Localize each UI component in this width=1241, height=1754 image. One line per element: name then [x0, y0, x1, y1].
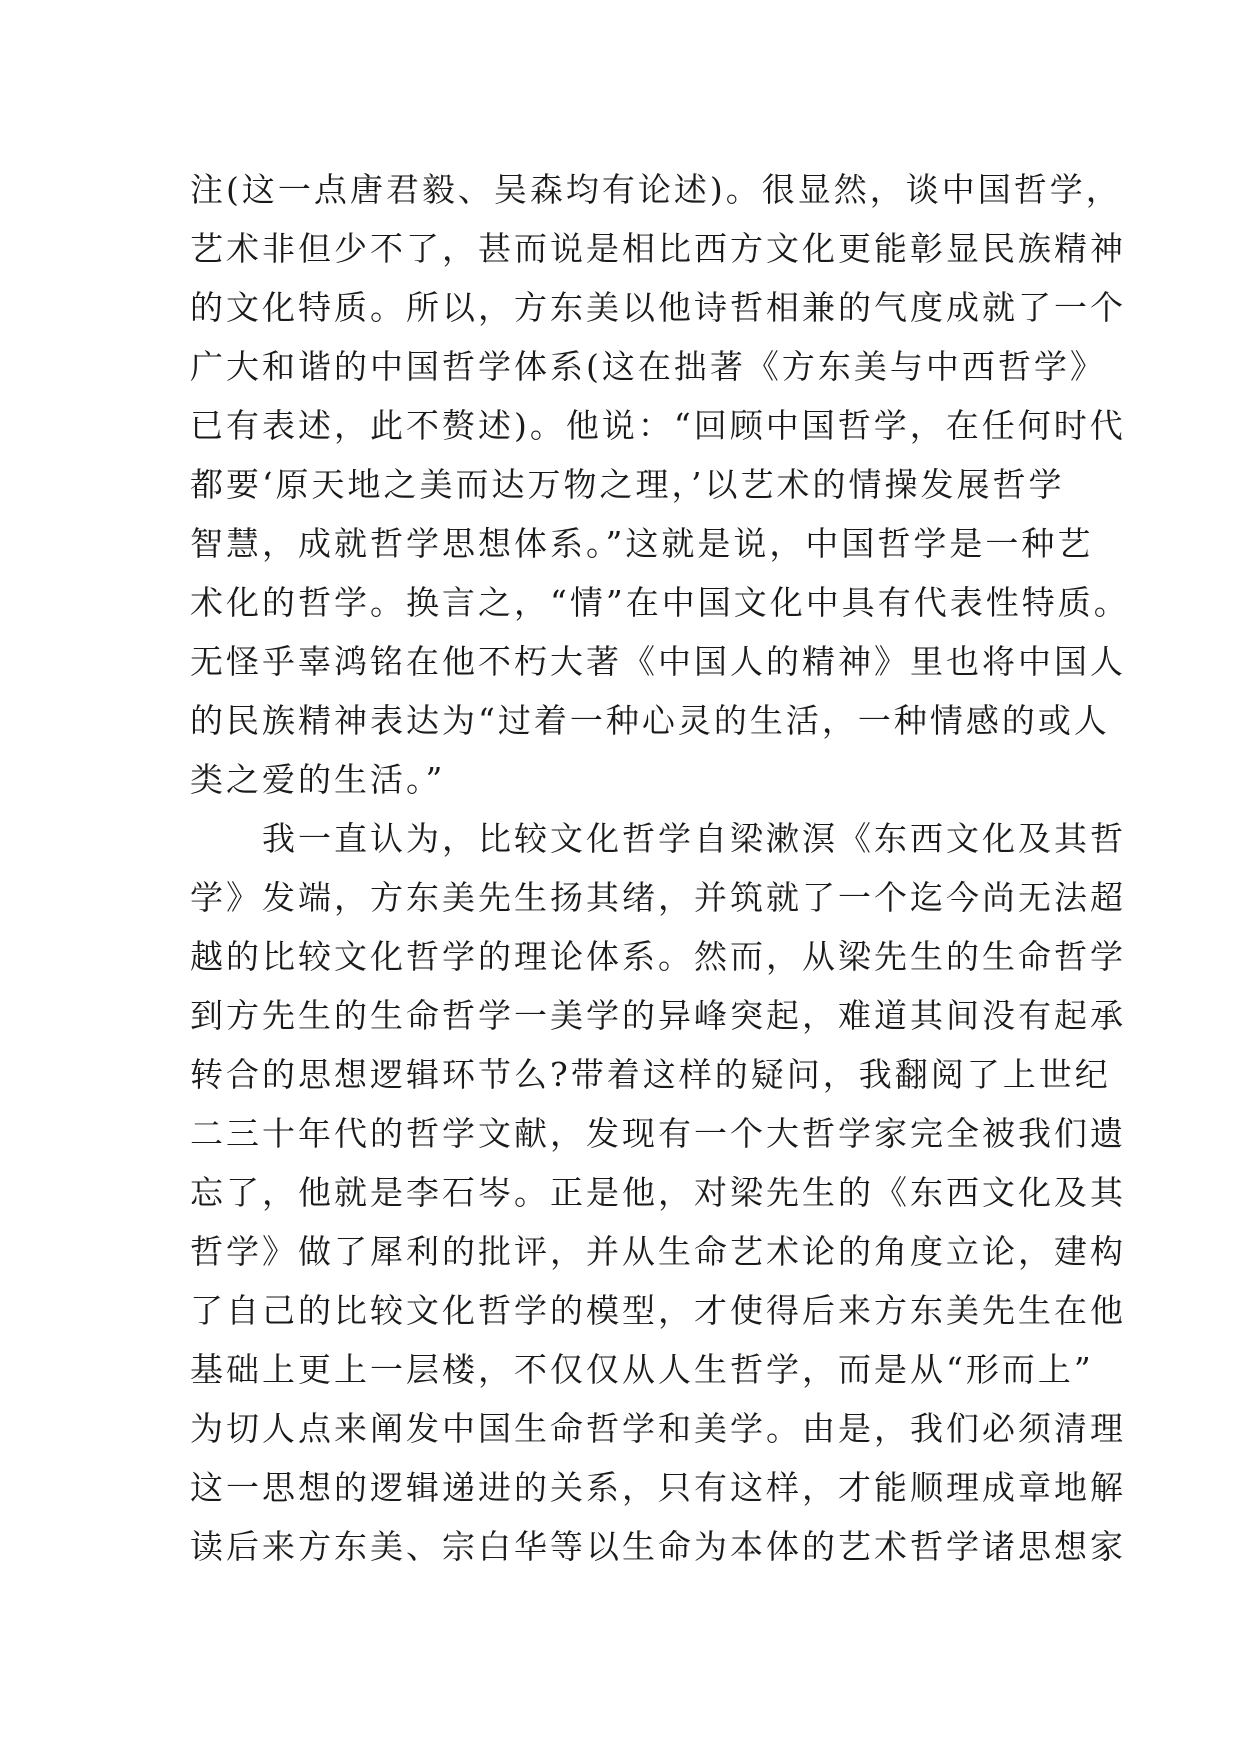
text-line: 越的比较文化哲学的理论体系。然而，从梁先生的生命哲学 [190, 937, 1126, 976]
text-line: 已有表述，此不赘述)。他说：“回顾中国哲学，在任何时代 [190, 406, 1126, 445]
text-line: 广大和谐的中国哲学体系(这在拙著《方东美与中西哲学》 [190, 347, 1106, 386]
body-text [190, 160, 1130, 1576]
text-line: 了自己的比较文化哲学的模型，才使得后来方东美先生在他 [190, 1291, 1126, 1330]
text-line: 的民族精神表达为“过着一种心灵的生活，一种情感的或人 [190, 701, 1110, 740]
paragraph-2 [190, 809, 1126, 1576]
text-line: 这一思想的逻辑递进的关系，只有这样，才能顺理成章地解 [190, 1468, 1126, 1507]
text-line: 为切人点来阐发中国生命哲学和美学。由是，我们必须清理 [190, 1409, 1126, 1448]
paragraph-1 [190, 160, 1130, 809]
text-line: 转合的思想逻辑环节么?带着这样的疑问，我翻阅了上世纪 [190, 1055, 1111, 1094]
text-line: 忘了，他就是李石岑。正是他，对梁先生的《东西文化及其 [190, 1173, 1126, 1212]
text-line: 二三十年代的哲学文献，发现有一个大哲学家完全被我们遗 [190, 1114, 1126, 1153]
text-line: 读后来方东美、宗白华等以生命为本体的艺术哲学诸思想家 [190, 1527, 1126, 1566]
text-line: 注(这一点唐君毅、吴森均有论述)。很显然，谈中国哲学， [190, 170, 1122, 209]
text-line: 我一直认为，比较文化哲学自梁漱溟《东西文化及其哲 [190, 819, 1126, 858]
text-line: 哲学》做了犀利的批评，并从生命艺术论的角度立论，建构 [190, 1232, 1126, 1271]
text-line: 术化的哲学。换言之，“情”在中国文化中具有代表性特质。 [190, 583, 1130, 622]
text-line: 基础上更上一层楼，不仅仅从人生哲学，而是从“形而上” [190, 1350, 1094, 1389]
text-line: 的文化特质。所以，方东美以他诗哲相兼的气度成就了一个 [190, 288, 1126, 327]
text-line: 智慧，成就哲学思想体系。”这就是说，中国哲学是一种艺 [190, 524, 1094, 563]
text-line: 学》发端，方东美先生扬其绪，并筑就了一个迄今尚无法超 [190, 878, 1126, 917]
text-line: 艺术非但少不了，甚而说是相比西方文化更能彰显民族精神 [190, 229, 1126, 268]
text-line: 无怪乎辜鸿铭在他不朽大著《中国人的精神》里也将中国人 [190, 642, 1126, 681]
text-line: 都要‘原天地之美而达万物之理，’以艺术的情操发展哲学 [190, 465, 1065, 504]
text-line: 类之爱的生活。” [190, 760, 446, 799]
text-line: 到方先生的生命哲学一美学的异峰突起，难道其间没有起承 [190, 996, 1126, 1035]
